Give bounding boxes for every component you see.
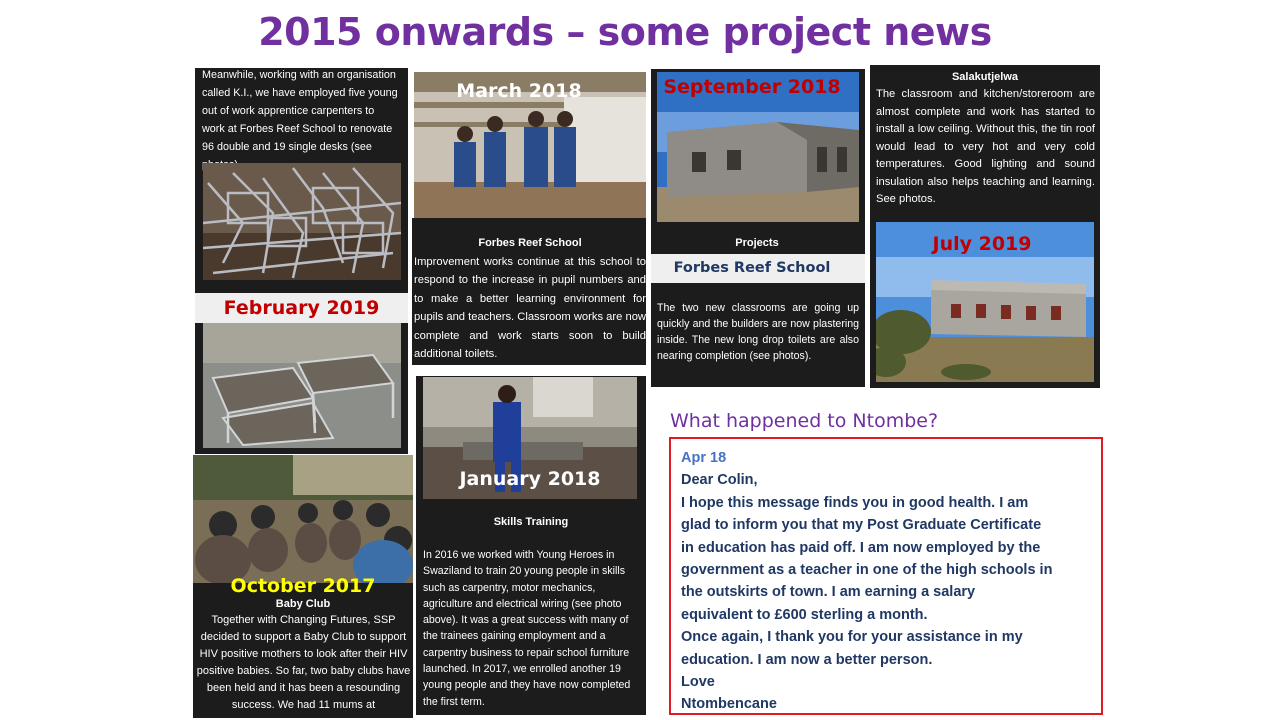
ntombe-question-heading: What happened to Ntombe? [670, 410, 939, 432]
skills-training-heading: Skills Training [493, 516, 569, 528]
january-2018-label: January 2018 [459, 468, 601, 490]
letter-line: in education has paid off. I am now employed by the [681, 539, 1041, 556]
letter-line: glad to inform you that my Post Graduate Certificate [681, 517, 1042, 534]
new-classrooms-text: The two new classrooms are going up quickly and the builders are now plastering inside. The new long drop toilets are also nearing completion (see photos). [657, 302, 859, 362]
march-2018-label: March 2018 [456, 80, 582, 102]
skills-training-text: In 2016 we worked with Young Heroes in Swaziland to train 20 young people in skills such as carpentry, motor mechanics, agriculture and electrical wiring (see photo above). It was a great success with many of the trainees gaining employment and a carpentry business to repair school furniture launched. In 2017, we enrolled another 19 young people and they have now completed the first term. [423, 549, 631, 708]
renovated-desks-photo [203, 323, 401, 448]
salakutjelwa-text: The classroom and kitchen/storeroom are almost complete and work has started to install a low ceiling. Without this, the tin roof would lead to very hot and very cold temperatures. Good lighting and sound insulation also helps teaching and learning. See photos. [876, 88, 1095, 205]
baby-club-heading: Baby Club [275, 598, 331, 610]
baby-club-photo [193, 455, 413, 583]
desk-renovation-text: Meanwhile, working with an organisation called K.I., we have employed five young out of work apprentice carpenters to work at Forbes Reef School to renovate 96 double and 19 single desks (see [202, 69, 398, 153]
letter-signature: Ntombencane [681, 696, 777, 713]
letter-date: Apr 18 [681, 450, 727, 466]
july-2019-label: July 2019 [932, 233, 1032, 255]
letter-line: equivalent to £600 sterling a month. [681, 606, 928, 623]
forbes-reef-improvement-text: Improvement works continue at this school to respond to the increase in pupil numbers and to make a better learning environment for pupils and teachers. Classroom works are now complete and work starts soon to build additional toilets. [414, 256, 646, 361]
letter-line: Love [681, 674, 715, 691]
october-2017-label: October 2017 [230, 575, 376, 597]
desk-frames-photo [203, 163, 401, 280]
letter-line: Dear Colin, [681, 472, 758, 489]
salakutjelwa-heading: Salakutjelwa [951, 71, 1019, 83]
projects-heading: Projects [735, 237, 779, 249]
letter-line: government as a teacher in one of the high schools in [681, 562, 1053, 579]
letter-line: education. I am now a better person. [681, 651, 933, 668]
february-2019-label: February 2019 [223, 297, 380, 319]
page-title: 2015 onwards – some project news [258, 10, 992, 54]
ntombe-letter-box [669, 437, 1103, 715]
forbes-reef-heading: Forbes Reef School [478, 237, 582, 249]
forbes-reef-subheading: Forbes Reef School [673, 260, 831, 276]
september-2018-label: September 2018 [663, 76, 841, 98]
letter-line: I hope this message finds you in good health. I am [681, 494, 1029, 511]
letter-line: the outskirts of town. I am earning a salary [681, 584, 976, 601]
letter-line: Once again, I thank you for your assistance in my [681, 629, 1023, 646]
baby-club-text: Together with Changing Futures, SSP decided to support a Baby Club to support HIV positive mothers to look after their HIV positive babies. So far, two baby clubs have been held and it has been a resounding success. We had 11 mums at [196, 614, 411, 711]
